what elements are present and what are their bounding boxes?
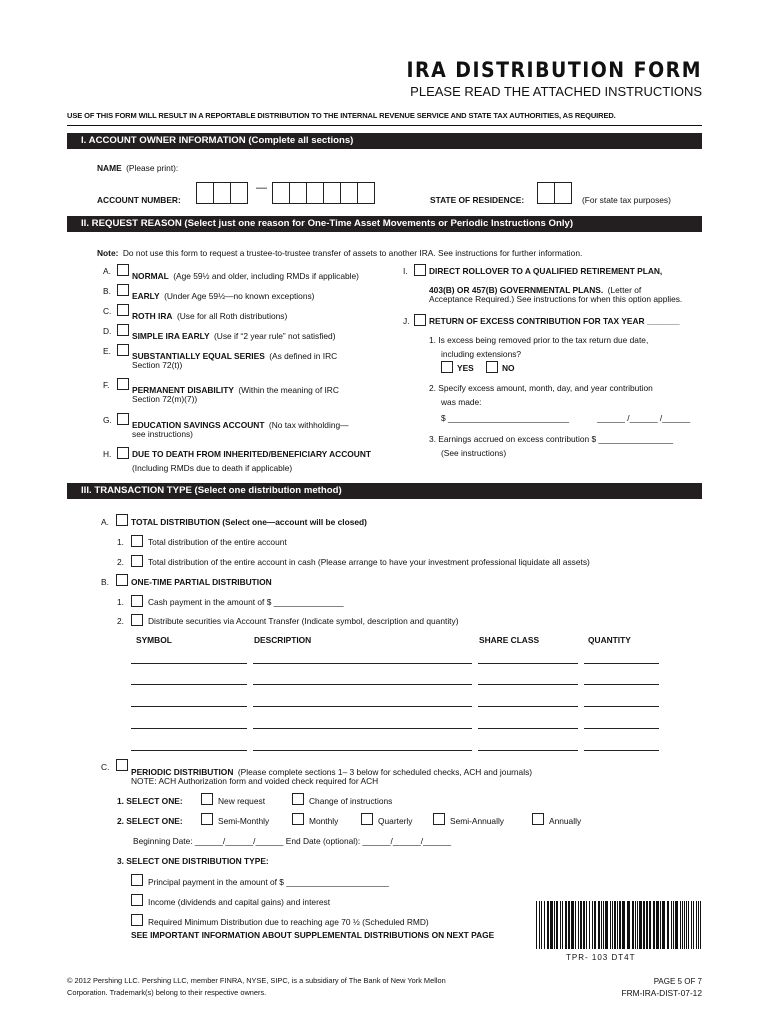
description-field-3[interactable] bbox=[253, 706, 472, 707]
barcode-bar bbox=[688, 901, 689, 949]
reason-simple-ira-early-label: SIMPLE IRA EARLY (Use if “2 year rule” not satisfied) bbox=[132, 331, 336, 341]
excess-q2-text-2: was made: bbox=[441, 397, 482, 407]
excess-no-checkbox[interactable] bbox=[486, 361, 498, 373]
symbol-field-2[interactable] bbox=[131, 684, 247, 685]
supplemental-distributions-note: SEE IMPORTANT INFORMATION ABOUT SUPPLEMENTAL DISTRIBUTIONS ON NEXT PAGE bbox=[131, 930, 495, 940]
copyright-line-1: © 2012 Pershing LLC. Pershing LLC, member FINRA, NYSE, SIPC, is a subsidiary of The Bank of New York Mellon bbox=[67, 976, 446, 985]
principal-payment-checkbox[interactable] bbox=[131, 874, 143, 886]
form-title: IRA DISTRIBUTION FORM bbox=[406, 58, 702, 82]
symbol-field-4[interactable] bbox=[131, 728, 247, 729]
form-id: FRM-IRA-DIST-07-12 bbox=[621, 988, 702, 998]
partial-option-1-num: 1. bbox=[117, 597, 124, 607]
share-class-field-1[interactable] bbox=[478, 663, 578, 664]
column-quantity: QUANTITY bbox=[588, 635, 631, 645]
barcode-bar bbox=[568, 901, 570, 949]
reason-direct-rollover-checkbox[interactable] bbox=[414, 264, 426, 276]
monthly-label: Monthly bbox=[309, 816, 339, 826]
reason-direct-rollover-label-2: 403(B) OR 457(B) GOVERNMENTAL PLANS. (Letter of bbox=[429, 285, 642, 295]
rmd-label: Required Minimum Distribution due to reaching age 70 ½ (Scheduled RMD) bbox=[148, 917, 429, 927]
reason-death-inherited-checkbox[interactable] bbox=[117, 447, 129, 459]
change-instructions-label: Change of instructions bbox=[309, 796, 393, 806]
reason-permanent-disability-checkbox[interactable] bbox=[117, 378, 129, 390]
total-cash-checkbox[interactable] bbox=[131, 555, 143, 567]
select-one-label-1: 1. SELECT ONE: bbox=[117, 796, 183, 806]
barcode-bar bbox=[698, 901, 699, 949]
new-request-label: New request bbox=[218, 796, 266, 806]
barcode-bar bbox=[684, 901, 685, 949]
reason-return-excess-label: RETURN OF EXCESS CONTRIBUTION FOR TAX YEAR _______ bbox=[429, 316, 680, 326]
barcode-image bbox=[536, 901, 704, 949]
ach-note: NOTE: ACH Authorization form and voided check required for ACH bbox=[131, 776, 379, 786]
column-symbol: SYMBOL bbox=[136, 635, 172, 645]
reason-death-inherited-note: (Including RMDs due to death if applicable) bbox=[132, 463, 293, 473]
barcode-bar bbox=[571, 901, 574, 949]
semi-monthly-label: Semi-Monthly bbox=[218, 816, 270, 826]
reason-roth-ira-label: ROTH IRA (Use for all Roth distributions) bbox=[132, 311, 288, 321]
reason-c-letter: C. bbox=[103, 306, 112, 316]
barcode-bar bbox=[601, 901, 602, 949]
description-field-2[interactable] bbox=[253, 684, 472, 685]
quarterly-checkbox[interactable] bbox=[361, 813, 373, 825]
section-1-heading: I. ACCOUNT OWNER INFORMATION (Complete all sections) bbox=[67, 133, 702, 149]
barcode-bar bbox=[632, 901, 634, 949]
column-share-class: SHARE CLASS bbox=[479, 635, 540, 645]
quantity-field-2[interactable] bbox=[584, 684, 659, 685]
reason-early-label: EARLY (Under Age 59½—no known exceptions) bbox=[132, 291, 315, 301]
reason-permanent-disability-label: PERMANENT DISABILITY (Within the meaning of IRC bbox=[132, 385, 339, 395]
monthly-checkbox[interactable] bbox=[292, 813, 304, 825]
barcode-bar bbox=[554, 901, 555, 949]
annually-label: Annually bbox=[549, 816, 582, 826]
barcode-bar bbox=[660, 901, 661, 949]
distribution-type-label: 3. SELECT ONE DISTRIBUTION TYPE: bbox=[117, 856, 269, 866]
reason-direct-rollover-label: DIRECT ROLLOVER TO A QUALIFIED RETIREMENT PLAN, bbox=[429, 266, 663, 276]
description-field-4[interactable] bbox=[253, 728, 472, 729]
barcode-bar bbox=[662, 901, 665, 949]
reason-substantially-equal-note: Section 72(t)) bbox=[132, 360, 183, 370]
name-label-group: NAME (Please print): bbox=[97, 163, 179, 173]
section-2-heading: II. REQUEST REASON (Select just one reason for One-Time Asset Movements or Periodic Instructions Only) bbox=[67, 216, 702, 232]
barcode-bar bbox=[605, 901, 608, 949]
barcode-bar bbox=[550, 901, 553, 949]
partial-option-2-num: 2. bbox=[117, 616, 124, 626]
barcode-bar bbox=[639, 901, 642, 949]
state-of-residence-label: STATE OF RESIDENCE: bbox=[430, 195, 525, 205]
reason-normal-label: NORMAL (Age 59½ and older, including RMDs if applicable) bbox=[132, 271, 359, 281]
barcode-bar bbox=[682, 901, 683, 949]
barcode-bar bbox=[594, 901, 596, 949]
total-distribution-checkbox[interactable] bbox=[116, 514, 128, 526]
reason-education-savings-label: EDUCATION SAVINGS ACCOUNT (No tax withholding— bbox=[132, 420, 349, 430]
reason-substantially-equal-checkbox[interactable] bbox=[117, 344, 129, 356]
excess-q1-text-2: including extensions? bbox=[441, 349, 522, 359]
barcode-bar bbox=[627, 901, 630, 949]
barcode-bar bbox=[565, 901, 567, 949]
reason-roth-ira-checkbox[interactable] bbox=[117, 304, 129, 316]
beginning-end-date-fields[interactable]: Beginning Date: ______/______/______ End Date (optional): ______/______/______ bbox=[133, 836, 452, 846]
barcode-bar bbox=[560, 901, 561, 949]
share-class-field-3[interactable] bbox=[478, 706, 578, 707]
excess-date-field[interactable]: ______ /______ /______ bbox=[597, 413, 691, 423]
barcode-bar bbox=[589, 901, 590, 949]
barcode-bar bbox=[691, 901, 692, 949]
barcode-bar bbox=[592, 901, 593, 949]
barcode-bar bbox=[580, 901, 582, 949]
reason-education-savings-checkbox[interactable] bbox=[117, 413, 129, 425]
symbol-field-3[interactable] bbox=[131, 706, 247, 707]
reason-g-letter: G. bbox=[103, 415, 112, 425]
barcode-bar bbox=[578, 901, 579, 949]
barcode-text: TPR- 103 DT4T bbox=[566, 953, 636, 962]
barcode-bar bbox=[575, 901, 576, 949]
total-option-1-num: 1. bbox=[117, 537, 124, 547]
reason-education-savings-note: see instructions) bbox=[132, 429, 193, 439]
barcode-bar bbox=[696, 901, 697, 949]
barcode-bar bbox=[583, 901, 585, 949]
total-option-2-num: 2. bbox=[117, 557, 124, 567]
barcode-bar bbox=[649, 901, 651, 949]
barcode-bar bbox=[562, 901, 563, 949]
barcode-bar bbox=[635, 901, 636, 949]
barcode-bar bbox=[612, 901, 613, 949]
reason-direct-rollover-note: Acceptance Required.) See instructions for when this option applies. bbox=[429, 294, 683, 304]
semi-monthly-checkbox[interactable] bbox=[201, 813, 213, 825]
partial-distribution-checkbox[interactable] bbox=[116, 574, 128, 586]
barcode-bar bbox=[586, 901, 587, 949]
column-description: DESCRIPTION bbox=[254, 635, 312, 645]
reason-normal-checkbox[interactable] bbox=[117, 264, 129, 276]
section-3-heading: III. TRANSACTION TYPE (Select one distribution method) bbox=[67, 483, 702, 499]
income-interest-label: Income (dividends and capital gains) and interest bbox=[148, 897, 331, 907]
barcode-bar bbox=[556, 901, 558, 949]
name-field[interactable] bbox=[97, 174, 702, 184]
state-of-residence-boxes[interactable] bbox=[537, 182, 571, 204]
barcode-bar bbox=[614, 901, 616, 949]
account-number-suffix-boxes[interactable] bbox=[272, 182, 374, 204]
select-one-label-2: 2. SELECT ONE: bbox=[117, 816, 183, 826]
share-class-field-5[interactable] bbox=[478, 750, 578, 751]
share-class-field-2[interactable] bbox=[478, 684, 578, 685]
excess-yes-label: YES bbox=[457, 363, 474, 373]
partial-securities-checkbox[interactable] bbox=[131, 614, 143, 626]
symbol-field-1[interactable] bbox=[131, 663, 247, 664]
barcode-bar bbox=[700, 901, 701, 949]
excess-q3-note: (See instructions) bbox=[441, 448, 507, 458]
partial-cash-label[interactable]: Cash payment in the amount of $ _______________ bbox=[148, 597, 344, 607]
reason-d-letter: D. bbox=[103, 326, 112, 336]
barcode-bar bbox=[673, 901, 674, 949]
form-subtitle: PLEASE READ THE ATTACHED INSTRUCTIONS bbox=[410, 84, 702, 99]
account-number-prefix-boxes[interactable] bbox=[196, 182, 247, 204]
total-cash-label: Total distribution of the entire account in cash (Please arrange to have your investment professional liquidate all assets) bbox=[148, 557, 590, 567]
semi-annually-checkbox[interactable] bbox=[433, 813, 445, 825]
excess-q3-text[interactable]: 3. Earnings accrued on excess contribution $ ________________ bbox=[429, 434, 673, 444]
reason-early-checkbox[interactable] bbox=[117, 284, 129, 296]
barcode-bar bbox=[667, 901, 669, 949]
excess-amount-field[interactable]: $ __________________________ bbox=[441, 413, 570, 423]
barcode-bar bbox=[603, 901, 604, 949]
semi-annually-label: Semi-Annually bbox=[450, 816, 504, 826]
reason-f-letter: F. bbox=[103, 380, 110, 390]
description-field-1[interactable] bbox=[253, 663, 472, 664]
barcode-bar bbox=[686, 901, 687, 949]
periodic-distribution-label: PERIODIC DISTRIBUTION (Please complete sections 1– 3 below for scheduled checks, ACH and journals) bbox=[131, 767, 533, 777]
reason-return-excess-checkbox[interactable] bbox=[414, 314, 426, 326]
periodic-distribution-checkbox[interactable] bbox=[116, 759, 128, 771]
reporting-warning: USE OF THIS FORM WILL RESULT IN A REPORTABLE DISTRIBUTION TO THE INTERNAL REVENUE SERVICE AND STATE TAX AUTHORITIES, AS REQUIRED. bbox=[67, 111, 616, 120]
barcode-bar bbox=[656, 901, 659, 949]
barcode-bar bbox=[541, 901, 542, 949]
request-reason-note: Note: Do not use this form to request a trustee-to-trustee transfer of assets to another IRA. See instructions for further information. bbox=[97, 248, 583, 258]
quantity-field-4[interactable] bbox=[584, 728, 659, 729]
barcode-bar bbox=[637, 901, 638, 949]
reason-a-letter: A. bbox=[103, 266, 111, 276]
page-number: PAGE 5 OF 7 bbox=[653, 977, 702, 986]
transaction-c-letter: C. bbox=[101, 762, 110, 772]
account-number-label: ACCOUNT NUMBER: bbox=[97, 195, 181, 205]
quantity-field-5[interactable] bbox=[584, 750, 659, 751]
transaction-a-letter: A. bbox=[101, 517, 109, 527]
barcode-bar bbox=[653, 901, 655, 949]
excess-q2-text: 2. Specify excess amount, month, day, and year contribution bbox=[429, 383, 653, 393]
description-field-5[interactable] bbox=[253, 750, 472, 751]
barcode-bar bbox=[544, 901, 545, 949]
reason-i-letter: I. bbox=[403, 266, 408, 276]
total-distribution-label: TOTAL DISTRIBUTION (Select one—account will be closed) bbox=[131, 517, 367, 527]
barcode-bar bbox=[547, 901, 549, 949]
barcode-bar bbox=[598, 901, 600, 949]
reason-death-inherited-label: DUE TO DEATH FROM INHERITED/BENEFICIARY ACCOUNT bbox=[132, 449, 371, 459]
barcode-bar bbox=[617, 901, 618, 949]
reason-simple-ira-early-checkbox[interactable] bbox=[117, 324, 129, 336]
header-divider bbox=[67, 125, 702, 126]
excess-q1-text: 1. Is excess being removed prior to the tax return due date, bbox=[429, 335, 649, 345]
quantity-field-3[interactable] bbox=[584, 706, 659, 707]
barcode-bar bbox=[619, 901, 621, 949]
quantity-field-1[interactable] bbox=[584, 663, 659, 664]
barcode-bar bbox=[646, 901, 648, 949]
symbol-field-5[interactable] bbox=[131, 750, 247, 751]
copyright-line-2: Corporation. Trademark(s) belong to their respective owners. bbox=[67, 988, 267, 997]
barcode-bar bbox=[671, 901, 672, 949]
partial-securities-label: Distribute securities via Account Transfer (Indicate symbol, description and quantity) bbox=[148, 616, 459, 626]
principal-payment-label[interactable]: Principal payment in the amount of $ ______________________ bbox=[148, 877, 389, 887]
reason-h-letter: H. bbox=[103, 449, 112, 459]
reason-b-letter: B. bbox=[103, 286, 111, 296]
share-class-field-4[interactable] bbox=[478, 728, 578, 729]
partial-cash-checkbox[interactable] bbox=[131, 595, 143, 607]
annually-checkbox[interactable] bbox=[532, 813, 544, 825]
new-request-checkbox[interactable] bbox=[201, 793, 213, 805]
excess-no-label: NO bbox=[502, 363, 515, 373]
income-interest-checkbox[interactable] bbox=[131, 894, 143, 906]
barcode-bar bbox=[622, 901, 625, 949]
reason-permanent-disability-note: Section 72(m)(7)) bbox=[132, 394, 198, 404]
change-instructions-checkbox[interactable] bbox=[292, 793, 304, 805]
quarterly-label: Quarterly bbox=[378, 816, 413, 826]
account-number-dash: — bbox=[256, 182, 267, 194]
reason-j-letter: J. bbox=[403, 316, 410, 326]
barcode-bar bbox=[536, 901, 537, 949]
reason-substantially-equal-label: SUBSTANTIALLY EQUAL SERIES (As defined in IRC bbox=[132, 351, 338, 361]
reason-e-letter: E. bbox=[103, 346, 111, 356]
barcode-bar bbox=[680, 901, 681, 949]
barcode-bar bbox=[610, 901, 611, 949]
transaction-b-letter: B. bbox=[101, 577, 109, 587]
total-entire-account-checkbox[interactable] bbox=[131, 535, 143, 547]
total-entire-account-label: Total distribution of the entire account bbox=[148, 537, 287, 547]
barcode-bar bbox=[693, 901, 694, 949]
rmd-checkbox[interactable] bbox=[131, 914, 143, 926]
state-tax-note: (For state tax purposes) bbox=[582, 195, 671, 205]
barcode-bar bbox=[539, 901, 540, 949]
barcode-bar bbox=[675, 901, 678, 949]
excess-yes-checkbox[interactable] bbox=[441, 361, 453, 373]
barcode-bar bbox=[643, 901, 645, 949]
partial-distribution-label: ONE-TIME PARTIAL DISTRIBUTION bbox=[131, 577, 272, 587]
